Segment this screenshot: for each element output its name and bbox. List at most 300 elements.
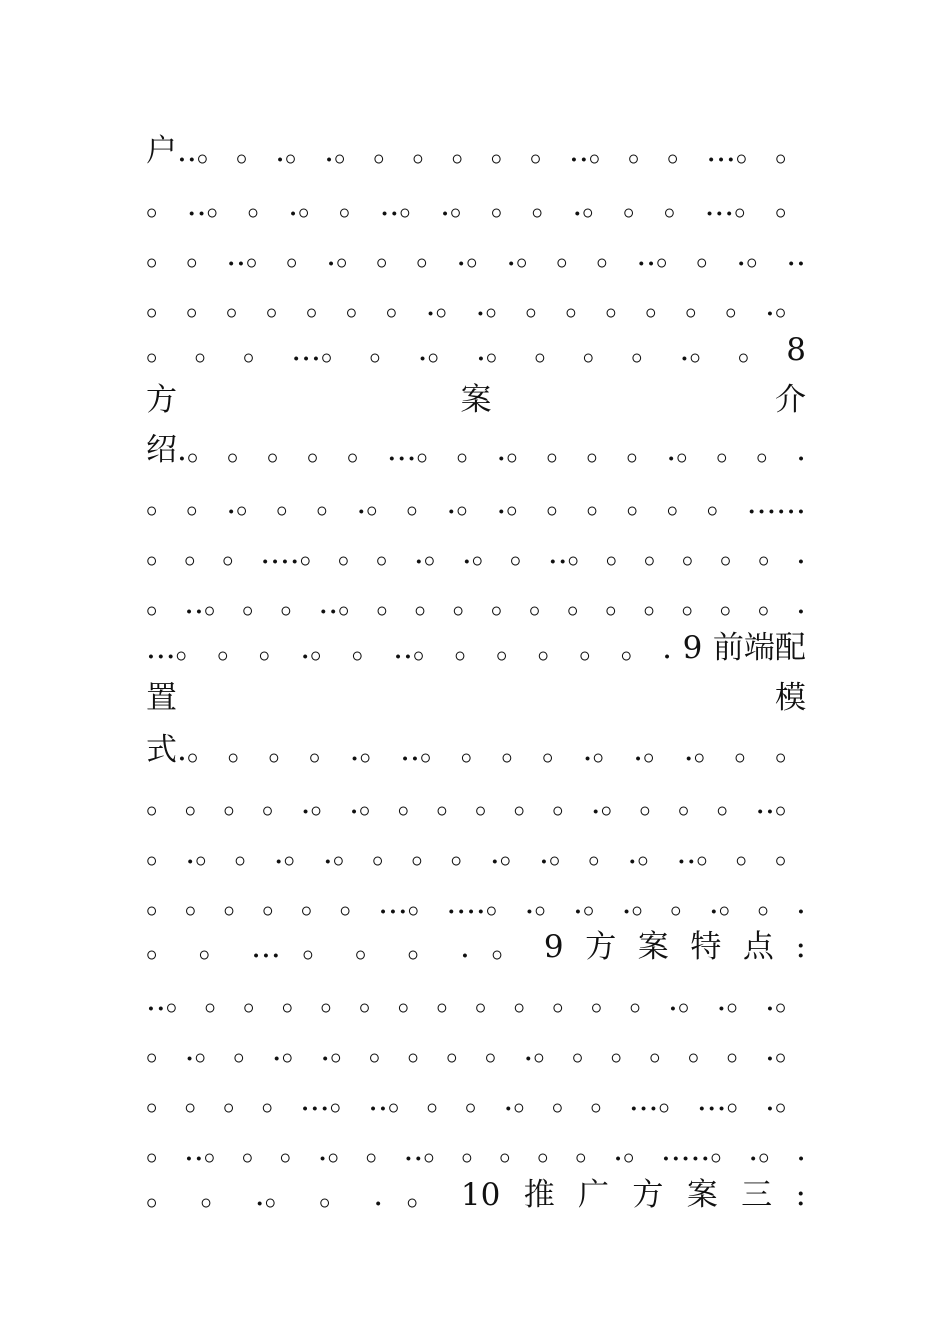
line-token: 。 [685, 287, 717, 323]
line-token: 。 [397, 982, 429, 1018]
line-token: .。 [666, 432, 708, 468]
line-token: 绍.。 [146, 432, 218, 468]
line-token: 。 [663, 187, 695, 223]
line-token: 。 [320, 982, 352, 1018]
line-token: 。 [565, 287, 597, 323]
line-token: .。 [300, 785, 342, 821]
line-token: 。 [358, 982, 390, 1018]
line-token: .。 [765, 287, 806, 323]
line-token: . [796, 535, 806, 571]
line-token: 三 [741, 1177, 773, 1213]
line-token: 。 [586, 432, 618, 468]
line-token: 。 [546, 485, 578, 521]
line-token: 。 [226, 432, 258, 468]
line-token: 。 [371, 835, 403, 871]
line-token: 。 [217, 630, 249, 666]
line-token: 9 [543, 929, 564, 965]
line-token: ...。 [628, 1082, 690, 1118]
line-token: 。 [452, 585, 484, 621]
line-token: ...。 [146, 630, 207, 666]
line-token: 模 [775, 680, 806, 716]
line-token: 。 [407, 929, 439, 965]
line-token: .。 [765, 1032, 806, 1068]
line-token: .。 [275, 133, 316, 169]
line-token: 。 [346, 432, 378, 468]
line-token: ...。 [378, 885, 439, 921]
line-token: 。 [146, 1082, 177, 1118]
line-token: 。 [146, 237, 177, 273]
line-token: 。 [241, 1132, 273, 1168]
line-token: .。 [503, 1082, 545, 1118]
line-token: 式.。 [146, 732, 218, 768]
line-token: ..。 [183, 1132, 235, 1168]
text-line [146, 578, 806, 628]
line-token: .。 [582, 732, 624, 768]
line-token: 。 [490, 187, 522, 223]
line-token: 。 [605, 287, 637, 323]
line-token: . [795, 585, 806, 621]
line-token: 方 [632, 1177, 664, 1213]
line-token: ...。 [291, 332, 352, 368]
line-token: ..。 [400, 732, 451, 768]
line-token: .。 [621, 885, 663, 921]
text-line [146, 878, 806, 928]
line-token: .。 [748, 1132, 790, 1168]
line-token: . [459, 929, 470, 965]
line-token: 。 [146, 885, 177, 921]
line-token: 。 [234, 835, 266, 871]
line-token: 。 [416, 237, 448, 273]
line-token: 方 [146, 382, 177, 418]
line-token: . [796, 885, 806, 921]
line-token: 。 [575, 1132, 607, 1168]
line-token: 。 [146, 1032, 177, 1068]
line-token: ..。 [755, 785, 806, 821]
line-token: 。 [677, 785, 709, 821]
line-token: 。 [610, 1032, 642, 1068]
line-token: 。 [411, 835, 443, 871]
line-token: 。 [474, 785, 506, 821]
line-token: 。 [235, 133, 267, 169]
line-token: 。 [706, 485, 738, 521]
line-token: 特 [690, 929, 722, 965]
line-token: 。 [725, 287, 757, 323]
text-line [146, 922, 806, 972]
line-token: 。 [204, 982, 236, 1018]
text-line [146, 828, 806, 878]
line-token: 。 [184, 535, 216, 571]
line-token: 。 [537, 1132, 569, 1168]
line-token: 案 [686, 1177, 718, 1213]
line-token: .....。 [660, 1132, 742, 1168]
line-token: 。 [588, 835, 620, 871]
line-token: 。 [146, 585, 177, 621]
line-token: 9 [682, 630, 703, 666]
line-token: 。 [774, 133, 806, 169]
line-token: 。 [541, 732, 573, 768]
line-token: .。 [590, 785, 632, 821]
line-token: 户..。 [146, 133, 228, 169]
line-token: .。 [425, 287, 467, 323]
text-line [146, 280, 806, 330]
line-token: 。 [490, 133, 522, 169]
line-token: . [796, 432, 806, 468]
line-token: .。 [475, 287, 517, 323]
line-token: 。 [734, 732, 766, 768]
text-line [146, 975, 806, 1025]
line-token: .。 [523, 1032, 565, 1068]
line-token: 。 [537, 630, 569, 666]
line-token: 。 [261, 1082, 293, 1118]
line-token: 。 [146, 485, 177, 521]
line-token: 。 [626, 485, 658, 521]
line-token: 。 [258, 630, 290, 666]
line-token: 。 [464, 1082, 496, 1118]
line-token: .。 [324, 133, 365, 169]
line-token: : [795, 929, 806, 965]
line-token: 。 [719, 535, 751, 571]
line-token: .。 [456, 237, 498, 273]
line-token: 。 [265, 287, 297, 323]
line-token: 。 [499, 1132, 531, 1168]
line-token: 。 [484, 1032, 516, 1068]
line-token: 8 [786, 332, 806, 368]
line-token: 推 [523, 1177, 555, 1213]
line-token: .。 [475, 332, 517, 368]
line-token: 。 [247, 187, 279, 223]
line-token: 。 [318, 1177, 350, 1213]
line-token: 。 [774, 187, 806, 223]
line-token: .。 [573, 885, 614, 921]
line-token: 。 [716, 432, 748, 468]
line-token: ...。 [704, 187, 766, 223]
line-token: 。 [233, 1032, 265, 1068]
line-token: .。 [271, 1032, 313, 1068]
line-token: .。 [506, 237, 548, 273]
line-token: 。 [666, 485, 698, 521]
line-token: 。 [716, 785, 748, 821]
line-token: 。 [146, 535, 177, 571]
line-token: 。 [223, 885, 255, 921]
line-token: ..。 [676, 835, 728, 871]
line-token: 。 [534, 332, 566, 368]
line-token: 。 [631, 332, 663, 368]
line-token: 。 [184, 885, 216, 921]
line-token: 。 [756, 432, 788, 468]
line-token: 。 [501, 732, 533, 768]
line-token: ..。 [146, 982, 197, 1018]
line-token: ..。 [226, 237, 277, 273]
line-token: 。 [626, 432, 658, 468]
line-token: .。 [326, 237, 367, 273]
line-token: 介 [775, 382, 806, 418]
line-token: .。 [417, 332, 459, 368]
line-token: 前端配 [712, 630, 806, 666]
line-token: 。 [186, 237, 218, 273]
line-token: ..。 [547, 535, 599, 571]
line-token: 。 [316, 485, 348, 521]
line-token: .。 [524, 885, 566, 921]
line-token: 。 [643, 535, 675, 571]
line-token: 。 [225, 287, 257, 323]
line-token: 。 [687, 1032, 719, 1068]
line-token: 。 [146, 785, 177, 821]
line-token: 。 [571, 1032, 603, 1068]
line-token: 。 [376, 237, 408, 273]
text-line [146, 623, 806, 673]
line-token: 。 [354, 929, 386, 965]
line-token: 。 [590, 982, 622, 1018]
line-token: 。 [774, 732, 806, 768]
line-token: 。 [546, 432, 578, 468]
line-token: : [795, 1177, 806, 1213]
line-token: .。 [322, 835, 364, 871]
text-line [146, 528, 806, 578]
line-token: 。 [186, 485, 218, 521]
line-token: 。 [300, 885, 332, 921]
line-token: .. [786, 237, 806, 273]
text-line [146, 725, 806, 775]
line-token: .。 [683, 732, 725, 768]
line-token: .。 [356, 485, 398, 521]
line-token: 。 [735, 835, 767, 871]
line-token: 。 [551, 1082, 583, 1118]
line-token: 。 [223, 1082, 255, 1118]
line-token: .。 [349, 785, 390, 821]
line-token: 。 [306, 432, 338, 468]
line-token: .。 [764, 1082, 806, 1118]
line-token: 。 [414, 585, 446, 621]
line-token: 。 [757, 585, 789, 621]
line-token: .。 [708, 885, 750, 921]
line-token: 。 [627, 133, 659, 169]
line-token: 。 [281, 982, 313, 1018]
line-token: 。 [513, 982, 545, 1018]
line-token: 。 [696, 237, 728, 273]
line-token: ..。 [393, 630, 444, 666]
line-token: 。 [567, 585, 598, 621]
line-token: 。 [146, 1177, 177, 1213]
line-token: ...。 [706, 133, 767, 169]
line-token: 。 [339, 885, 371, 921]
line-token: 。 [406, 485, 438, 521]
line-token: ....。 [260, 535, 331, 571]
line-token: 。 [552, 982, 584, 1018]
line-token: 。 [426, 1082, 458, 1118]
line-token: 。 [365, 1132, 397, 1168]
line-token: 。 [645, 287, 677, 323]
line-token: 。 [436, 785, 468, 821]
line-token: ...。 [696, 1082, 758, 1118]
line-token: 。 [286, 237, 317, 273]
line-token: 。 [376, 585, 408, 621]
line-token: 。 [456, 432, 488, 468]
line-token: 。 [622, 187, 654, 223]
line-token: .。 [736, 237, 778, 273]
line-token: .。 [461, 535, 503, 571]
line-token: 。 [223, 785, 255, 821]
line-token: 。 [605, 535, 637, 571]
text-line [146, 1170, 806, 1220]
line-token: 。 [491, 929, 523, 965]
line-token: 广 [578, 1177, 610, 1213]
line-token: . [796, 1132, 806, 1168]
line-token: 。 [446, 1032, 478, 1068]
line-token: 。 [451, 133, 483, 169]
line-token: .。 [413, 535, 455, 571]
line-token: ..。 [568, 133, 620, 169]
line-token: 。 [305, 287, 337, 323]
line-token: 。 [495, 630, 527, 666]
line-token: ..。 [184, 585, 235, 621]
line-token: 。 [397, 785, 429, 821]
line-token: .。 [184, 1032, 226, 1068]
line-token: ..。 [403, 1132, 455, 1168]
line-token: 。 [582, 332, 614, 368]
line-token: 。 [242, 585, 274, 621]
line-token: .。 [613, 1132, 654, 1168]
line-token: 。 [643, 585, 675, 621]
line-token: 置 [146, 680, 177, 716]
line-token: 。 [586, 485, 618, 521]
line-token: 。 [629, 982, 661, 1018]
line-token: 点 [742, 929, 774, 965]
line-token: ..。 [379, 187, 431, 223]
line-token: 。 [184, 785, 216, 821]
line-token: 。 [757, 885, 789, 921]
line-token: .。 [300, 630, 342, 666]
line-token: 。 [436, 982, 468, 1018]
line-token: 。 [552, 785, 584, 821]
line-token: 。 [146, 929, 177, 965]
line-token: .。 [489, 835, 531, 871]
line-token: 。 [509, 535, 541, 571]
line-token: .。 [226, 485, 268, 521]
line-token: .。 [320, 1032, 362, 1068]
line-token: 。 [461, 1132, 493, 1168]
line-token: 。 [579, 630, 611, 666]
text-line [146, 230, 806, 280]
text-line [146, 180, 806, 230]
text-line [146, 673, 806, 723]
line-token: ...。 [300, 1082, 361, 1118]
line-token: .。 [716, 982, 758, 1018]
line-token: .。 [496, 485, 538, 521]
line-token: 。 [146, 187, 177, 223]
line-token: 。 [338, 187, 370, 223]
line-token: 。 [726, 1032, 758, 1068]
line-token: ....。 [446, 885, 517, 921]
line-token: .。 [349, 732, 391, 768]
line-token: 。 [279, 1132, 311, 1168]
line-token: .。 [679, 332, 721, 368]
line-token: . [662, 630, 673, 666]
line-token: . [373, 1177, 384, 1213]
line-token: 。 [243, 982, 274, 1018]
line-token: 。 [596, 237, 628, 273]
line-token: .。 [496, 432, 538, 468]
line-token: 。 [308, 732, 340, 768]
line-token: 。 [556, 237, 588, 273]
text-line [146, 375, 806, 425]
line-token: .。 [765, 982, 806, 1018]
line-token: 。 [369, 332, 401, 368]
line-token: 。 [757, 535, 789, 571]
line-token: .。 [273, 835, 315, 871]
line-token: 。 [460, 732, 492, 768]
line-token: ..。 [186, 187, 238, 223]
line-token: 。 [373, 133, 405, 169]
text-line [146, 1075, 806, 1125]
text-line [146, 126, 806, 176]
line-token: 方 [585, 929, 617, 965]
line-token: 。 [185, 287, 217, 323]
text-line [146, 778, 806, 828]
line-token: 。 [450, 835, 482, 871]
line-token: 。 [368, 1032, 400, 1068]
text-line [146, 1025, 806, 1075]
line-token: 。 [590, 1082, 622, 1118]
line-token: 。 [490, 585, 522, 621]
line-token: .。 [254, 1177, 296, 1213]
line-token: ...。 [386, 432, 448, 468]
line-token: ... [251, 929, 281, 965]
text-line [146, 325, 806, 375]
line-token: ...... [746, 485, 806, 521]
line-token: 。 [454, 630, 486, 666]
line-token: 。 [242, 332, 274, 368]
line-token: 。 [146, 332, 177, 368]
line-token: 。 [774, 835, 806, 871]
line-token: 。 [198, 929, 230, 965]
line-token: 。 [262, 885, 294, 921]
line-token: 案 [637, 929, 669, 965]
line-token: .。 [185, 835, 227, 871]
line-token: 。 [337, 535, 369, 571]
line-token: .。 [627, 835, 669, 871]
line-token: 。 [412, 133, 444, 169]
line-token: 。 [513, 785, 545, 821]
line-token: .。 [572, 187, 614, 223]
line-token: 。 [146, 1132, 177, 1168]
line-token: 10 [460, 1177, 501, 1213]
line-token: 。 [667, 133, 699, 169]
line-token: 。 [276, 485, 308, 521]
line-token: 。 [302, 929, 334, 965]
line-token: 。 [351, 630, 383, 666]
line-token: 。 [737, 332, 769, 368]
line-token: 。 [146, 287, 177, 323]
line-token: 。 [531, 187, 563, 223]
line-token: 。 [719, 585, 751, 621]
line-token: .。 [633, 732, 675, 768]
line-token: 。 [280, 585, 312, 621]
line-token: 。 [681, 535, 713, 571]
line-token: .。 [288, 187, 329, 223]
line-token: 。 [407, 1032, 439, 1068]
line-token: 。 [474, 982, 506, 1018]
text-line [146, 1125, 806, 1175]
line-token: ..。 [368, 1082, 419, 1118]
text-line [146, 478, 806, 528]
line-token: 。 [670, 885, 702, 921]
line-token: 。 [184, 1082, 216, 1118]
line-token: 。 [345, 287, 377, 323]
line-token: 。 [620, 630, 652, 666]
line-token: 。 [525, 287, 557, 323]
line-token: .。 [317, 1132, 359, 1168]
line-token: 。 [681, 585, 713, 621]
